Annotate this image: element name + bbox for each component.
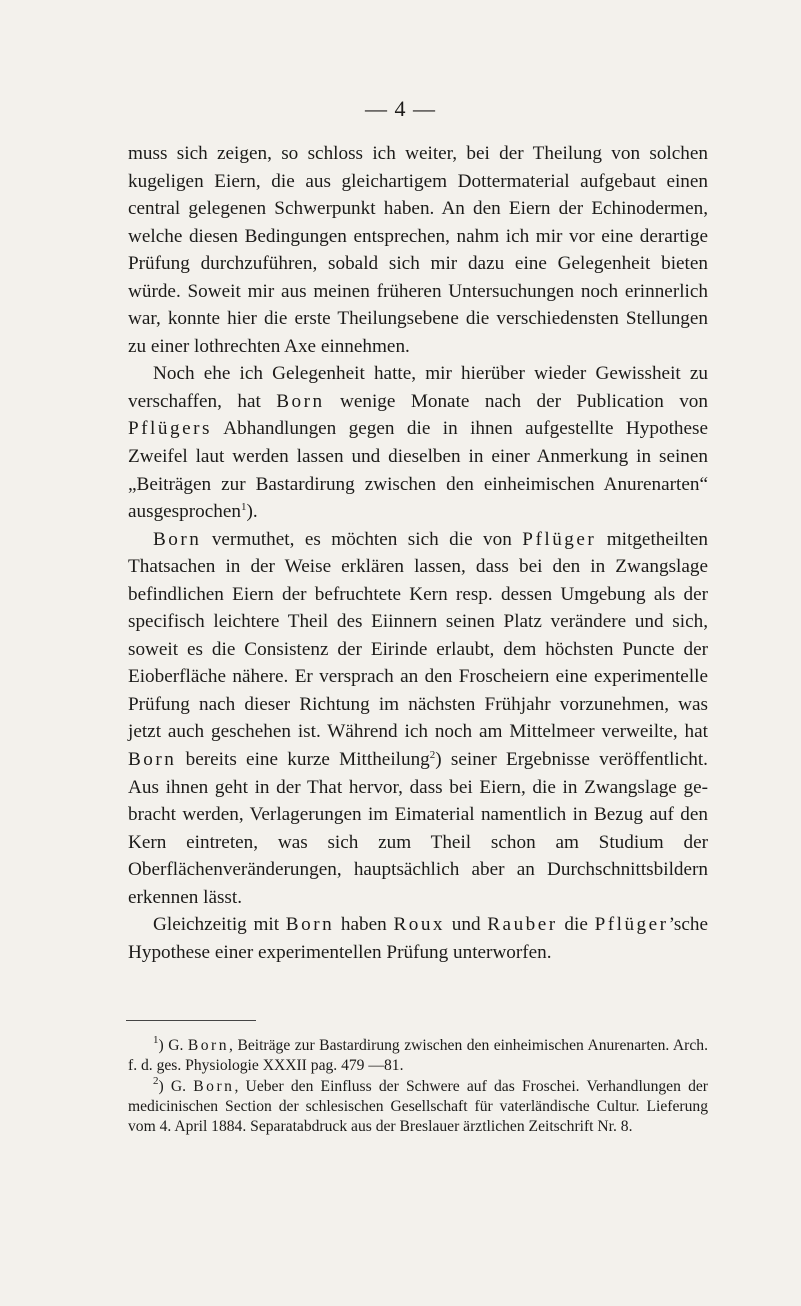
author-name: Born [153, 528, 202, 550]
author-name: Born [187, 1037, 230, 1054]
text-run: wenige Monate nach der Publication von [324, 390, 708, 412]
author-name: Pflügers [128, 418, 212, 440]
text-run: mitgetheilten Thatsachen in der Weise erklären lassen, dass bei den in Zwangslage befindlichen Eiern der befruchtete Kern resp. dessen Umgebung als der specifisch leichtere Theil des Eiinnern seinen Platz verändere und sich, soweit es die Consistenz der Eirinde erlaubt, dem höchsten Puncte der Eioberfläche nähere. Er versprach an den Froscheiern eine experimentelle Prüfung nach dieser Richtung im nächsten Frühjahr vorzunehmen, was jetzt auch geschehen ist. Während ich noch am Mittelmeer verweilte, hat [128, 528, 708, 743]
author-name: Born [193, 1077, 235, 1095]
footnote-marker: 2 [429, 749, 436, 762]
page-number: — 4 — [365, 96, 436, 121]
text-run: muss sich zeigen, so schloss ich weiter, bei der Theilung von solchen kugeligen Eiern, die aus gleichartigem Dottermaterial aufgebaut einen central gelegenen Schwerpunkt haben. An den Eiern der Echinodermen, welche diesen Bedingungen entsprechen, nahm ich mir vor eine derartige Prüfung durchzuführen, sobald sich mir dazu eine Gelegenheit bieten würde. Soweit mir aus meinen früheren Untersuchungen noch erinnerlich war, konnte hier die erste Theilungsebene die verschiedensten Stellungen zu einer lothrechten Axe einnehmen. [128, 143, 708, 357]
text-run: die [557, 914, 595, 936]
text-run: ) G. [158, 1077, 194, 1095]
text-run: und [445, 914, 488, 936]
footnote-marker: 1 [153, 1034, 159, 1046]
text-run: vermuthet, es möchten sich die von [201, 528, 523, 550]
text-run: haben [334, 914, 394, 936]
text-run: Abhandlungen gegen die in ihnen aufgestellte Hypothese Zweifel laut werden lassen und dieselben in einer Anmerkung in seinen „Beiträgen zur Bastardirung zwischen den einheimischen Anurenarten“ ausgesprochen [128, 418, 708, 523]
author-name: Born [276, 390, 325, 412]
text-run: ’sche Hypothese einer experimentellen Prüfung unterworfen. [128, 914, 708, 963]
text-run: , Beiträge zur Bastardirung zwischen den einheimischen Anurenarten. Arch. f. d. ges. Physiologie XXXII pag. 479 —81. [128, 1037, 708, 1075]
paragraph [128, 911, 708, 966]
author-name: Rauber [487, 914, 558, 936]
paragraph [128, 526, 708, 912]
footnote-marker: 1 [240, 501, 247, 514]
text-run: Gleichzeitig mit [153, 914, 286, 936]
author-name: Pflüger [522, 528, 597, 550]
paragraph [128, 360, 708, 525]
footnote-marker: 2 [153, 1074, 159, 1087]
text-run: Noch ehe ich Gelegenheit hatte, mir hierüber wieder Gewissheit zu verschaffen, hat [128, 363, 708, 412]
author-name: Pflüger [594, 914, 669, 936]
body-text [128, 140, 708, 966]
text-run: bereits eine kurze Mittheilung [176, 749, 430, 771]
author-name: Born [128, 749, 177, 771]
text-run: ) G. [158, 1037, 188, 1054]
footnotes [128, 1036, 708, 1137]
author-name: Roux [393, 914, 446, 936]
footnote [128, 1074, 709, 1138]
text-run: , Ueber den Einfluss der Schwere auf das Froschei. Verhandlungen der medicinischen Section der schlesischen Gesellschaft für vaterländische Cultur. Lieferung vom 4. April 1884. Separatabdruck aus der Breslauer ärztlichen Zeitschrift Nr. 8. [128, 1077, 709, 1136]
text-run: ). [246, 501, 258, 523]
footnote [128, 1036, 708, 1077]
author-name: Born [285, 914, 335, 936]
text-run: ) seiner Ergebnisse veröffentlicht. Aus ihnen geht in der That hervor, dass bei Eiern, die in Zwangslage gebracht werden, Verlagerungen im Eimaterial namentlich in Bezug auf den Kern eintreten, was sich zum Theil schon am Studium der Oberflächenveränderungen, hauptsächlich aber an Durchschnittsbildern erkennen lässt. [128, 749, 708, 908]
paragraph [128, 140, 708, 360]
footnote-divider [126, 1020, 256, 1021]
